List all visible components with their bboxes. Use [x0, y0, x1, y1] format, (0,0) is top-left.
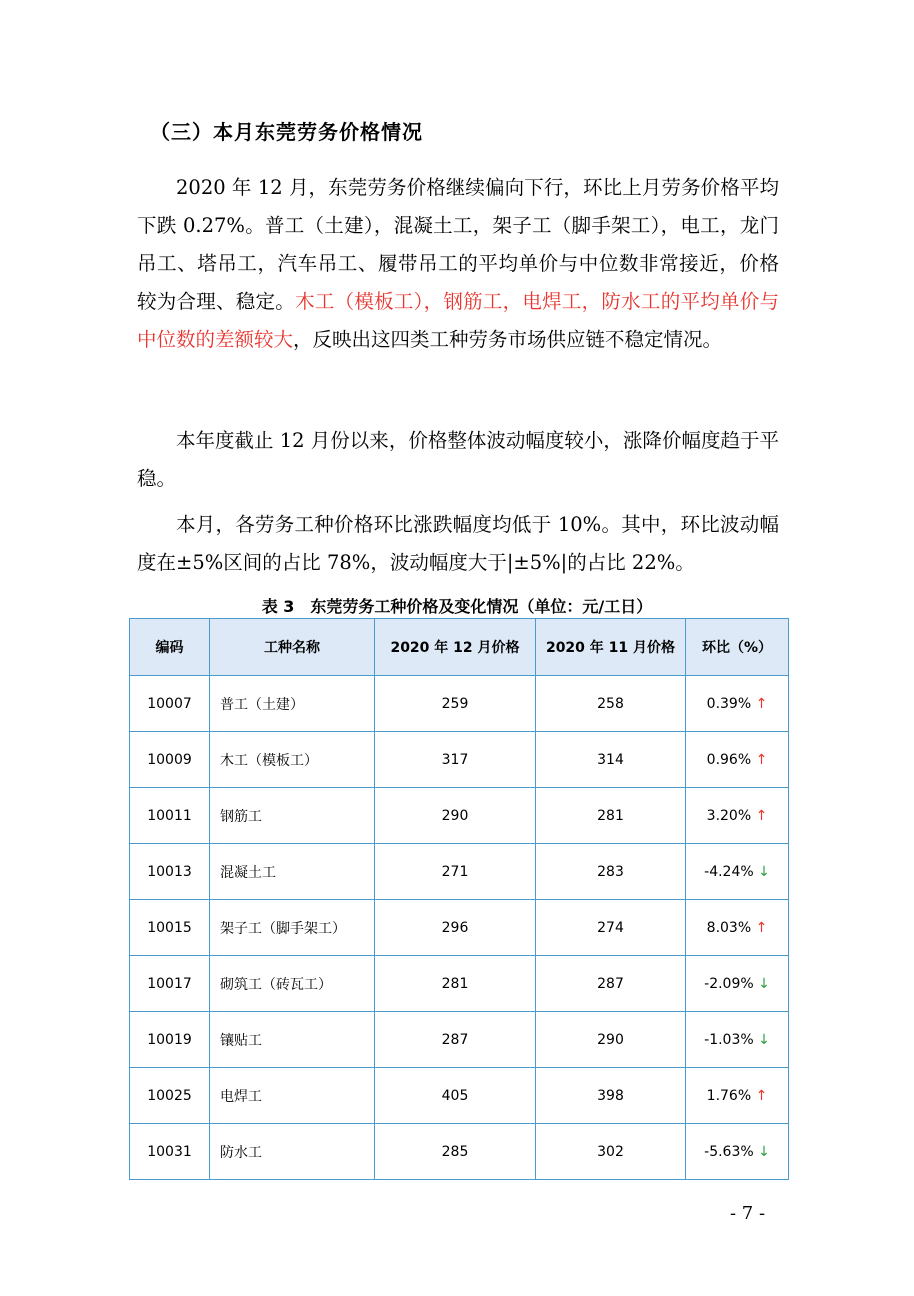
cell-dec-price: 281 — [375, 956, 536, 1012]
cell-code: 10025 — [130, 1068, 210, 1124]
arrow-up-icon: ↑ — [755, 807, 768, 824]
cell-change — [686, 676, 789, 732]
cell-name: 普工（土建） — [210, 676, 375, 732]
cell-code: 10011 — [130, 788, 210, 844]
cell-code: 10007 — [130, 676, 210, 732]
table-row — [130, 1124, 789, 1180]
table-row — [130, 844, 789, 900]
table-header-row — [130, 619, 789, 676]
cell-nov-price: 258 — [536, 676, 686, 732]
cell-dec-price: 296 — [375, 900, 536, 956]
table-row — [130, 676, 789, 732]
arrow-up-icon: ↑ — [755, 695, 768, 712]
arrow-down-icon: ↓ — [758, 863, 770, 880]
change-value: 1.76% — [706, 1087, 752, 1104]
header-change: 环比（%） — [686, 619, 789, 676]
table-row — [130, 1012, 789, 1068]
cell-change — [686, 732, 789, 788]
cell-change — [686, 1012, 789, 1068]
change-value: 8.03% — [706, 919, 752, 936]
cell-dec-price: 259 — [375, 676, 536, 732]
cell-code: 10019 — [130, 1012, 210, 1068]
cell-code: 10031 — [130, 1124, 210, 1180]
cell-change — [686, 788, 789, 844]
cell-name: 防水工 — [210, 1124, 375, 1180]
table-caption: 表 3 东莞劳务工种价格及变化情况（单位：元/工日） — [261, 597, 653, 616]
change-value: -5.63% — [704, 1143, 754, 1160]
cell-code: 10017 — [130, 956, 210, 1012]
price-table — [129, 618, 789, 1180]
cell-change — [686, 1068, 789, 1124]
header-name: 工种名称 — [210, 619, 375, 676]
arrow-up-icon: ↑ — [755, 751, 768, 768]
cell-nov-price: 314 — [536, 732, 686, 788]
cell-dec-price: 405 — [375, 1068, 536, 1124]
cell-nov-price: 281 — [536, 788, 686, 844]
cell-name: 电焊工 — [210, 1068, 375, 1124]
page-number: - 7 - — [730, 1203, 766, 1224]
cell-change — [686, 844, 789, 900]
change-value: -2.09% — [704, 975, 754, 992]
change-value: 0.96% — [706, 751, 752, 768]
cell-nov-price: 398 — [536, 1068, 686, 1124]
cell-name: 混凝土工 — [210, 844, 375, 900]
arrow-down-icon: ↓ — [758, 1143, 770, 1160]
cell-name: 镶贴工 — [210, 1012, 375, 1068]
cell-nov-price: 274 — [536, 900, 686, 956]
arrow-up-icon: ↑ — [755, 1087, 768, 1104]
cell-code: 10009 — [130, 732, 210, 788]
change-value: -4.24% — [704, 863, 754, 880]
header-code: 编码 — [130, 619, 210, 676]
cell-dec-price: 271 — [375, 844, 536, 900]
cell-change — [686, 900, 789, 956]
change-value: -1.03% — [704, 1031, 754, 1048]
section-heading: （三）本月东莞劳务价格情况 — [150, 120, 423, 144]
paragraph-price-overview — [137, 169, 779, 359]
cell-nov-price: 290 — [536, 1012, 686, 1068]
highlighted-text: 木工（模板工），钢筋工，电焊工，防水工的平均单价与中位数的差额较大 — [137, 290, 779, 351]
cell-dec-price: 287 — [375, 1012, 536, 1068]
cell-dec-price: 317 — [375, 732, 536, 788]
header-dec-price: 2020 年 12 月价格 — [375, 619, 536, 676]
cell-code: 10015 — [130, 900, 210, 956]
cell-name: 木工（模板工） — [210, 732, 375, 788]
cell-change — [686, 956, 789, 1012]
change-value: 0.39% — [706, 695, 752, 712]
cell-dec-price: 290 — [375, 788, 536, 844]
paragraph-text: 2020 年 12 月，东莞劳务价格继续偏向下行，环比上月劳务价格平均下跌 0.27%。普工（土建），混凝土工，架子工（脚手架工），电工，龙门吊工、塔吊工，汽车吊工、履带吊工的平均单价与中位数非常接近，价格较为合理、稳定。 — [137, 176, 779, 313]
paragraph-annual-trend: 本年度截止 12 月份以来，价格整体波动幅度较小，涨降价幅度趋于平稳。 — [137, 429, 779, 490]
cell-code: 10013 — [130, 844, 210, 900]
cell-dec-price: 285 — [375, 1124, 536, 1180]
header-nov-price: 2020 年 11 月价格 — [536, 619, 686, 676]
table-row — [130, 956, 789, 1012]
arrow-down-icon: ↓ — [758, 1031, 770, 1048]
table-row — [130, 900, 789, 956]
cell-name: 架子工（脚手架工） — [210, 900, 375, 956]
table-row — [130, 732, 789, 788]
table-row — [130, 1068, 789, 1124]
paragraph-monthly-fluctuation: 本月，各劳务工种价格环比涨跌幅度均低于 10%。其中，环比波动幅度在±5%区间的占比 78%，波动幅度大于|±5%|的占比 22%。 — [137, 513, 779, 574]
cell-nov-price: 287 — [536, 956, 686, 1012]
arrow-down-icon: ↓ — [758, 975, 770, 992]
cell-name: 砌筑工（砖瓦工） — [210, 956, 375, 1012]
table-row — [130, 788, 789, 844]
change-value: 3.20% — [706, 807, 752, 824]
cell-nov-price: 283 — [536, 844, 686, 900]
cell-nov-price: 302 — [536, 1124, 686, 1180]
arrow-up-icon: ↑ — [755, 919, 768, 936]
paragraph-text: ，反映出这四类工种劳务市场供应链不稳定情况。 — [293, 328, 723, 351]
cell-change — [686, 1124, 789, 1180]
cell-name: 钢筋工 — [210, 788, 375, 844]
